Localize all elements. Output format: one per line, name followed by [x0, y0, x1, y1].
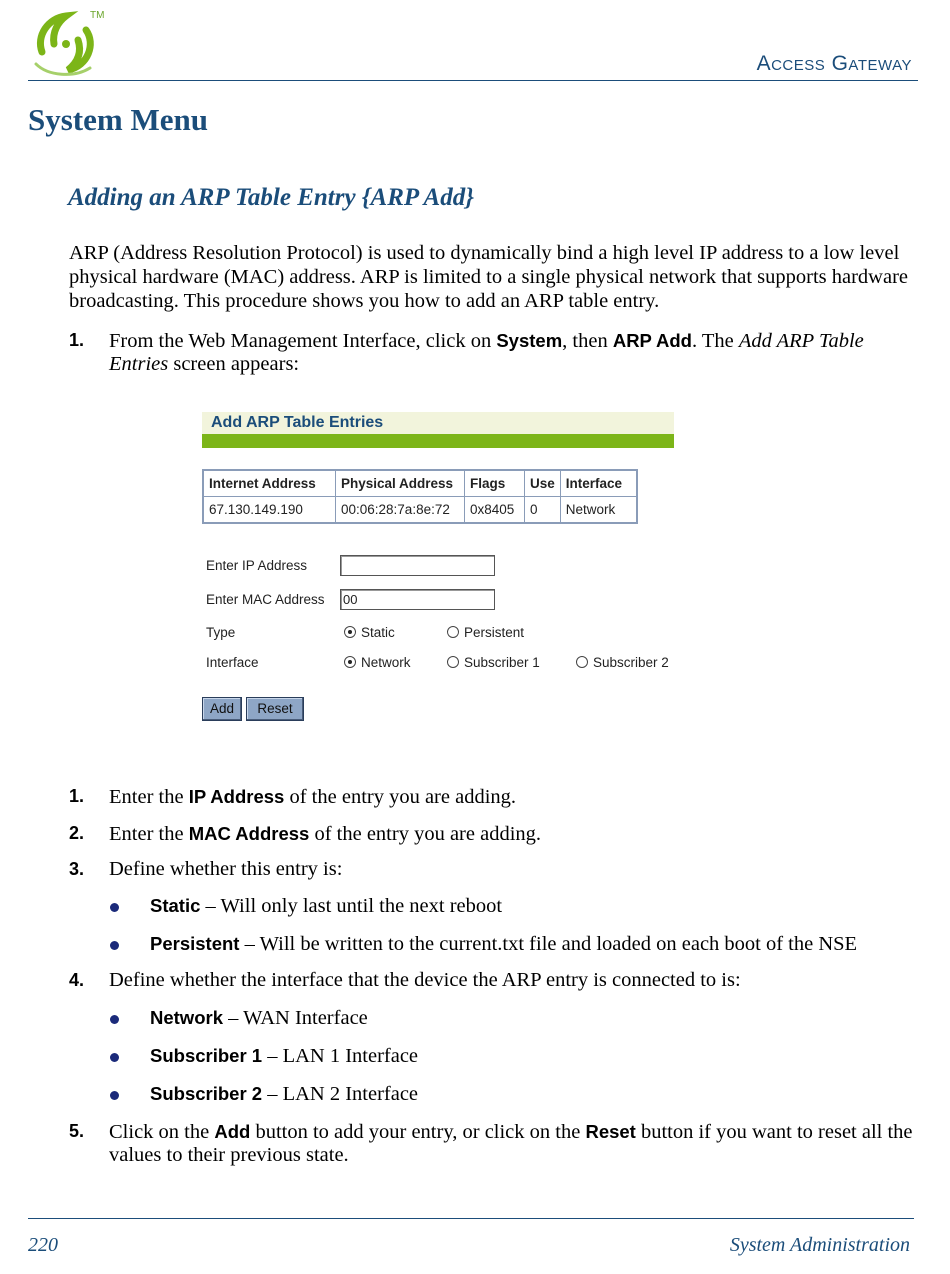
step-number: 1.	[69, 330, 85, 350]
section-title: Adding an ARP Table Entry {ARP Add}	[68, 184, 474, 211]
mac-address-input[interactable]: 00	[340, 589, 495, 610]
table-cell: 00:06:28:7a:8e:72	[336, 497, 465, 524]
step-number: 5.	[69, 1121, 85, 1141]
trademark-mark: TM	[90, 10, 105, 21]
type-static-radio[interactable]: Static	[344, 625, 395, 640]
type-label: Type	[206, 625, 236, 640]
type-persistent-radio[interactable]: Persistent	[447, 625, 524, 640]
footer-section-name: System Administration	[729, 1234, 910, 1256]
radio-selected-icon	[344, 626, 356, 638]
mac-address-label: Enter MAC Address	[206, 592, 325, 607]
footer-divider	[28, 1218, 914, 1219]
table-cell: 0	[525, 497, 561, 524]
bullet-text: Network – WAN Interface	[150, 1007, 368, 1029]
table-cell: 0x8405	[465, 497, 525, 524]
ip-address-label: Enter IP Address	[206, 558, 308, 573]
table-cell: 67.130.149.190	[203, 497, 336, 524]
radio-unselected-icon	[576, 656, 588, 668]
step-text: Define whether the interface that the device the ARP entry is connected to is:	[109, 969, 741, 991]
title-bar-accent	[202, 434, 674, 448]
bullet-icon	[110, 941, 119, 950]
step-text: From the Web Management Interface, click on System, then ARP Add. The Add ARP Table Entries screen appears:	[109, 330, 864, 375]
step-text: Click on the Add button to add your entry, or click on the Reset button if you want to reset all the values to their previous state.	[109, 1121, 913, 1166]
page-title: System Menu	[28, 102, 208, 137]
step-text: Define whether this entry is:	[109, 858, 343, 880]
radio-unselected-icon	[447, 656, 459, 668]
step-number: 2.	[69, 823, 85, 843]
bullet-icon	[110, 903, 119, 912]
column-header: Interface	[560, 470, 637, 497]
reset-button[interactable]: Reset	[246, 697, 304, 721]
step-number: 3.	[69, 859, 85, 879]
bullet-icon	[110, 1053, 119, 1062]
radio-unselected-icon	[447, 626, 459, 638]
step-number: 1.	[69, 786, 85, 806]
header-divider	[28, 80, 918, 81]
bullet-text: Static – Will only last until the next reboot	[150, 895, 503, 917]
ip-address-input[interactable]	[340, 555, 495, 576]
bullet-text: Persistent – Will be written to the current.txt file and loaded on each boot of the NSE	[150, 933, 858, 955]
column-header: Flags	[465, 470, 525, 497]
interface-subscriber-1-radio[interactable]: Subscriber 1	[447, 655, 540, 670]
bullet-text: Subscriber 1 – LAN 1 Interface	[150, 1045, 419, 1067]
bullet-icon	[110, 1091, 119, 1100]
screen-title: Add ARP Table Entries	[202, 412, 674, 434]
add-button[interactable]: Add	[202, 697, 242, 721]
table-row	[203, 497, 637, 524]
intro-paragraph: ARP (Address Resolution Protocol) is used to dynamically bind a high level IP address to a low level physical hardware (MAC) address. ARP is limited to a single physical network that supports hardware broadcasting. This procedure shows you how to add an ARP table entry.	[69, 242, 908, 312]
step-number: 4.	[69, 970, 85, 990]
column-header: Physical Address	[336, 470, 465, 497]
interface-network-radio[interactable]: Network	[344, 655, 411, 670]
step-text: Enter the IP Address of the entry you are adding.	[109, 786, 517, 808]
bullet-icon	[110, 1015, 119, 1024]
radio-selected-icon	[344, 656, 356, 668]
arp-add-screenshot	[202, 410, 677, 730]
column-header: Internet Address	[203, 470, 336, 497]
table-cell: Network	[560, 497, 637, 524]
arp-table	[202, 469, 638, 524]
page-number: 220	[28, 1234, 58, 1256]
header-title: Access Gateway	[756, 52, 912, 75]
bullet-text: Subscriber 2 – LAN 2 Interface	[150, 1083, 419, 1105]
table-header-row	[203, 470, 637, 497]
column-header: Use	[525, 470, 561, 497]
interface-label: Interface	[206, 655, 259, 670]
step-text: Enter the MAC Address of the entry you are adding.	[109, 823, 542, 845]
interface-subscriber-2-radio[interactable]: Subscriber 2	[576, 655, 669, 670]
